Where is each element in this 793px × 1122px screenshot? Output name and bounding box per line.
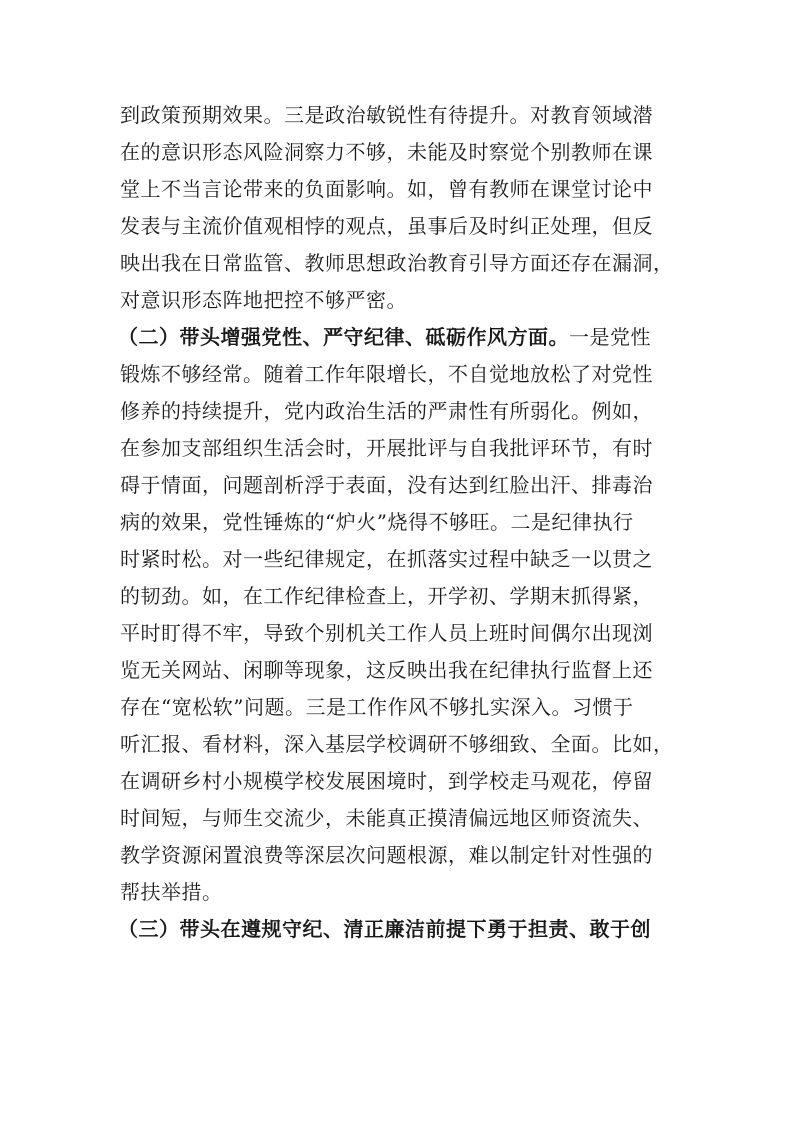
paragraph-line: 在参加支部组织生活会时，开展批评与自我批评环节，有时	[120, 436, 653, 460]
paragraph-line: 览无关网站、闲聊等现象，这反映出我在纪律执行监督上还	[120, 658, 653, 682]
paragraph-line: 的韧劲。如，在工作纪律检查上，开学初、学期末抓得紧，	[120, 584, 653, 608]
paragraph-line: 修养的持续提升，党内政治生活的严肃性有所弱化。例如，	[120, 399, 653, 423]
paragraph-line: 对意识形态阵地把控不够严密。	[120, 288, 407, 312]
paragraph-line: 在调研乡村小规模学校发展困境时，到学校走马观花，停留	[120, 769, 653, 793]
paragraph-line: 映出我在日常监管、教师思想政治教育引导方面还存在漏洞，	[120, 251, 674, 275]
paragraph-line: 时间短，与师生交流少，未能真正摸清偏远地区师资流失、	[120, 806, 653, 830]
section-heading-2-continuation: 一是党性	[569, 325, 651, 349]
section-heading-2-line	[118, 325, 651, 349]
paragraph-line: 存在“宽松软”问题。三是工作作风不够扎实深入。习惯于	[120, 695, 634, 719]
paragraph-line: 在的意识形态风险洞察力不够，未能及时察觉个别教师在课	[120, 140, 653, 164]
paragraph-line: 平时盯得不牢，导致个别机关工作人员上班时间偶尔出现浏	[120, 621, 653, 645]
paragraph-line: 教学资源闲置浪费等深层次问题根源，难以制定针对性强的	[120, 843, 653, 867]
paragraph-line: 锻炼不够经常。随着工作年限增长，不自觉地放松了对党性	[120, 362, 653, 386]
paragraph-line: 到政策预期效果。三是政治敏锐性有待提升。对教育领域潜	[120, 103, 653, 127]
paragraph-line: 发表与主流价值观相悖的观点，虽事后及时纠正处理，但反	[120, 214, 653, 238]
paragraph-line: 帮扶举措。	[120, 880, 223, 904]
paragraph-line: 听汇报、看材料，深入基层学校调研不够细致、全面。比如，	[120, 732, 674, 756]
paragraph-line: 病的效果，党性锤炼的“炉火”烧得不够旺。二是纪律执行	[120, 510, 634, 534]
section-heading-2: （二）带头增强党性、严守纪律、砥砺作风方面。	[118, 325, 569, 349]
paragraph-line: 堂上不当言论带来的负面影响。如，曾有教师在课堂讨论中	[120, 177, 653, 201]
paragraph-line: 时紧时松。对一些纪律规定，在抓落实过程中缺乏一以贯之	[120, 547, 653, 571]
section-heading-3: （三）带头在遵规守纪、清正廉洁前提下勇于担责、敢于创	[118, 917, 651, 941]
paragraph-line: 碍于情面，问题剖析浮于表面，没有达到红脸出汗、排毒治	[120, 473, 653, 497]
